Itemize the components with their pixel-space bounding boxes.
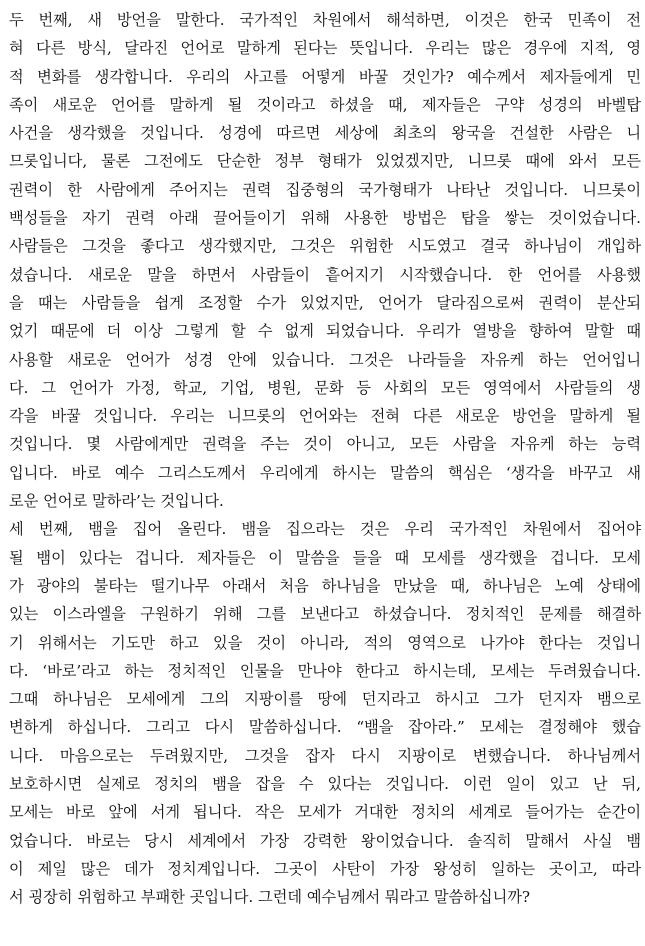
text-line: 다. 그 언어가 가정, 학교, 기업, 병원, 문화 등 사회의 모든 영역에서 사람들의 생 (9, 378, 641, 397)
text-line: 두 번째, 새 방언을 말한다. 국가적인 차원에서 해석하면, 이것은 한국 민족이 전 (9, 11, 641, 29)
text-line: 다. ‘바로’라고 하는 정치적인 인물을 만나야 한다고 하시는데, 모세는 두려웠습니다. (9, 661, 641, 680)
text-line: 될 뱀이 있다는 겁니다. 제자들은 이 말씀을 들을 때 모세를 생각했을 겁니다. 모세 (9, 548, 641, 567)
text-line: 그때 하나님은 모세에게 그의 지팡이를 땅에 던지라고 하시고 그가 던지자 뱀으로 (9, 690, 641, 709)
text-line: 보호하시면 실제로 정치의 뱀을 잡을 수 있다는 것입니다. 이런 일이 있고 난 뒤, (9, 775, 641, 794)
text-line: 사람들은 그것을 좋다고 생각했지만, 그것은 위험한 시도였고 결국 하나님이 개입하 (9, 237, 641, 256)
text-line: 세 번째, 뱀을 집어 올린다. 뱀을 집으라는 것은 우리 국가적인 차원에서 집어야 (9, 520, 641, 539)
text-line: 가 광야의 불타는 떨기나무 아래서 처음 하나님을 만났을 때, 하나님은 노예 상태에 (9, 576, 641, 595)
text-line: 각을 바꿀 것입니다. 우리는 니므롯의 언어와는 전혀 다른 새로운 방언을 말하게 될 (9, 407, 641, 426)
text-line: 입니다. 바로 예수 그리스도께서 우리에게 하시는 말씀의 핵심은 ‘생각을 바꾸고 새 (9, 463, 641, 482)
paragraph (9, 6, 641, 515)
text-line: 서 굉장히 위험하고 부패한 곳입니다. 그런데 예수님께서 뭐라고 말씀하십니까? (9, 888, 531, 907)
text-line: 백성들을 자기 권력 아래 끌어들이기 위해 사용한 방법은 탑을 쌓는 것이었습니다. (9, 209, 641, 228)
text-line: 있는 이스라엘을 구원하기 위해 그를 보낸다고 하셨습니다. 정치적인 문제를 해결하 (9, 605, 641, 624)
text-line: 변하게 하십니다. 그리고 다시 말씀하십니다. “뱀을 잡아라.” 모세는 결정해야 했습 (9, 718, 641, 737)
text-line: 었습니다. 바로는 당시 세계에서 가장 강력한 왕이었습니다. 솔직히 말해서 사실 뱀 (9, 831, 641, 850)
text-line: 혀 다른 방식, 달라진 언어로 말하게 된다는 뜻입니다. 우리는 많은 경우에 지적, 영 (9, 39, 641, 58)
text-line: 로운 언어로 말하라’는 것입니다. (9, 492, 224, 511)
text-line: 권력이 한 사람에게 주어지는 권력 집중형의 국가형태가 나타난 것입니다. 니므롯이 (9, 180, 641, 199)
text-line: 므롯입니다, 물론 그전에도 단순한 정부 형태가 있었겠지만, 니므롯 때에 와서 모든 (9, 152, 641, 171)
text-line: 기 위해서는 기도만 하고 있을 것이 아니라, 적의 영역으로 나가야 한다는 것입니 (9, 633, 641, 652)
text-line: 사건을 생각했을 것입니다. 성경에 따르면 세상에 최초의 왕국을 건설한 사람은 니 (9, 124, 641, 143)
text-line: 모세는 바로 앞에 서게 됩니다. 작은 모세가 거대한 정치의 세계로 들어가는 순간이 (9, 803, 641, 822)
text-line: 셨습니다. 새로운 말을 하면서 사람들이 흩어지기 시작했습니다. 한 언어를 사용했 (9, 265, 641, 284)
text-line: 족이 새로운 언어를 말하게 될 것이라고 하셨을 때, 제자들은 구약 성경의 바벨탑 (9, 95, 641, 114)
text-line: 사용할 새로운 언어가 성경 안에 있습니다. 그것은 나라들을 자유케 하는 언어입니 (9, 350, 641, 369)
paragraph (9, 515, 641, 911)
text-line: 었기 때문에 더 이상 그렇게 할 수 없게 되었습니다. 우리가 열방을 향하여 말할 때 (9, 322, 641, 341)
text-line: 것입니다. 몇 사람에게만 권력을 주는 것이 아니고, 모든 사람을 자유케 하는 능력 (9, 435, 641, 454)
text-line: 이 제일 많은 데가 정치계입니다. 그곳이 사탄이 가장 왕성히 일하는 곳이고, 따라 (9, 859, 641, 878)
text-line: 을 때는 사람들을 쉽게 조정할 수가 있었지만, 언어가 달라짐으로써 권력이 분산되 (9, 293, 641, 312)
text-line: 적 변화를 생각합니다. 우리의 사고를 어떻게 바꿀 것인가? 예수께서 제자들에게 민 (9, 67, 641, 86)
text-line: 니다. 마음으로는 두려웠지만, 그것을 잡자 다시 지팡이로 변했습니다. 하나님께서 (9, 746, 641, 765)
